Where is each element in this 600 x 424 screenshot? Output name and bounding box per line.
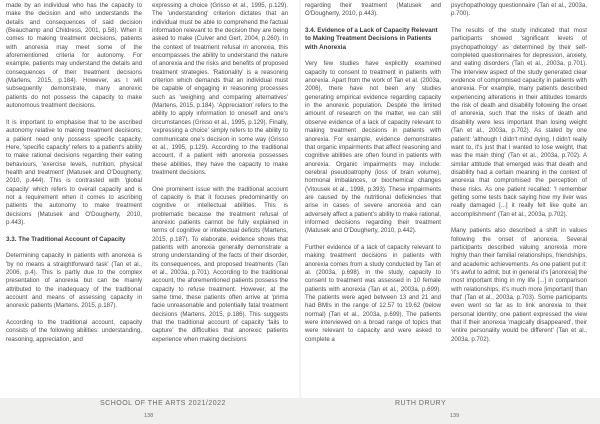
footer-school-title: SCHOOL OF THE ARTS 2021/2022: [100, 400, 226, 407]
paragraph: psychopathology questionnaire (Tan et al., 2003a, p.700).: [451, 2, 587, 18]
section-heading: 3.3. The Traditional Account of Capacity: [6, 235, 126, 243]
paragraph: Further evidence of a lack of capacity relevant to making treatment decisions in patients with anorexia comes from a study conducted by Tan et al. (2003a, p.698). In the study, capacity to consent to treatment was assessed in 10 female patients with anorexia (Tan et al., 2003a, p.699). The patients were aged between 13 and 21 and had BMIs in the range of 12.57 to 19.62 (below normal) (Tan et al., 2003a, p.699). The patients were interviewed on a broad range of topics that were relevant to capacity and were asked to complete a: [305, 243, 441, 343]
paragraph: expressing a choice (Grisso et al., 1995, p.129). The 'understanding' criterion dictates that an individual must be able to comprehend the factual information relevant to the decision they are being asked to make (Culver and Gert, 2004, p.260). In the context of treatment refusal in anorexia, this encompasses the ability to understand the nature of anorexia and the risks and benefits of proposed treatment strategies. 'Rationality' is a reasoning criterion which demands that an individual must be capable of engaging in reasoning processes such as 'weighing and comparing alternatives' (Martens, 2015, p.184). 'Appreciation' refers to the ability to apply information to oneself and one's circumstances (Grisso et al., 1995, p.129). Finally, 'expressing a choice' simply refers to the ability to communicate one's decision in some way (Grisso et al., 1995, p.129). According to the traditional account, if a patient with anorexia possesses these abilities, they have the capacity to make treatment decisions.: [152, 2, 288, 176]
footer-bar: [0, 398, 600, 424]
paragraph: Determining capacity in patients with anorexia is 'by no means a straightforward task' (Tan et al., 2006, p.4). This is partly due to the complex presentation of anorexia but can be mainly attributed to the inadequacy of the traditional account and means of assessing capacity in anorexic patients (Martens, 2015, p.187).: [6, 252, 142, 310]
footer-author-name: RUTH DRURY: [395, 400, 447, 407]
left-page-column-2: [152, 2, 288, 344]
paragraph: It is important to emphasise that to be ascribed autonomy relative to making treatment decisions, a patient need only possess specific capacity. Here, 'specific capacity' refers to a patient's ability to make rational decisions regarding their eating behaviours, 'exercise levels, nutrition, physical health and treatment' (Matusek and O'Dougherty, 2010, p.444). This is contrasted with 'global capacity' which refers to overall capacity and is not a requirement when it comes to ascribing patients the autonomy to make treatment decisions (Matusek and O'Dougherty, 2010, p.443).: [6, 118, 142, 226]
paragraph: One prominent issue with the traditional account of capacity is that it focuses predominantly on cognitive or intellectual abilities. This is problematic because the treatment refusal of anorexic patients cannot be fully explained in terms of cognitive or intellectual deficits (Martens, 2015, p.187). To elaborate, evidence shows that patients with anorexia generally demonstrate a strong understanding of the facts of their disorder, its consequences, and proposed treatments (Tan et al., 2003a, p.701). According to the traditional account, the aforementioned patients possess the capacity to refuse treatment. However, at the same time, these patients often arrive at 'prima facie unreasonable and potentially fatal treatment decisions (Martens, 2015, p.186). This suggests that the traditional account of capacity 'fails to capture' the difficulties that anorexic patients experience when making decisions: [152, 185, 288, 343]
page-number-left: 138: [144, 413, 154, 419]
left-page-column-1: [6, 2, 142, 344]
right-page-column-1: [305, 2, 441, 344]
paragraph: regarding their treatment (Matusek and O'Dougherty, 2010, p.443).: [305, 2, 441, 18]
paragraph: Very few studies have explicitly examined capacity to consent to treatment in patients with anorexia. Apart from the work of Tan et al. (2003a, 2006), there have not been any studies generating empirical evidence regarding capacity in the anorexic population. Despite the limited amount of research on the matter, we can still observe evidence of a lack of capacity relevant to making treatment decisions in patients with anorexia. For example, evidence demonstrates that organic impairments that affect reasoning and cognitive abilities are often found in patients with anorexia. Organic impairments may include: cerebral pseudoatrophy (loss of brain volume), hormonal imbalances, or biochemical changes (Vitousek et al., 1998, p.393). These impairments are caused by the nutritional deficiencies that arise in cases of severe anorexia and can adversely affect a patient's ability to make rational, informed decisions regarding their treatment (Matusek and O'Dougherty, 2010, p.442).: [305, 60, 441, 235]
right-page: [300, 0, 600, 424]
right-page-column-2: [451, 2, 587, 344]
section-heading: 3.4. Evidence of a Lack of Capacity Relevant to Making Treatment Decisions in Patients with Anorexia: [305, 27, 438, 51]
paragraph: The results of the study indicated that most participants showed 'significant levels of psychopathology' as determined by their self-completed questionnaires for depression, anxiety, and eating disorders (Tan et al., 2003a, p.701). The interview aspect of the study generated clear evidence of compromised capacity in patients with anorexia. For example, many patients described experiencing alterations in their attitudes towards the risk of death and disability following the onset of anorexia, such that the risks of death and disability were less important than losing weight (Tan et al., 2003a, p.702). As stated by one patient: 'although I didn't mind dying, I didn't really want to, it's just that I wanted to lose weight, that was the main thing' (Tan et al., 2003a, p.702). A similar attitude that emerged was that death and disability had a certain meaning in the context of anorexia that compromised the perception of these risks. As one patient recalled: 'I remember getting some tests back saying how my liver was really damaged [...] it really felt like quite an accomplishment' (Tan et al., 2003a, p.702).: [451, 27, 587, 218]
paragraph: made by an individual who has the capacity to make the decision and who understands the details and consequences of said decision (Beauchamp and Childress, 2001, p.58). When it comes to making treatment decisions, patients with anorexia may meet some of the aforementioned criteria for autonomy. For example, patients may understand the details and consequences of their treatment decisions (Martens, 2015, p.184). However, as I will subsequently demonstrate, many anorexic patients do not possess the capacity to make autonomous treatment decisions.: [6, 2, 142, 110]
paragraph: According to the traditional account, capacity consists of the following abilities: understanding, reasoning, appreciation, and: [6, 319, 142, 343]
page-number-right: 139: [450, 413, 460, 419]
paragraph: Many patients also described a shift in values following the onset of anorexia. Several participants described valuing anorexia more highly than their familial relationships, friendships, and academic achievements. As one patient put it: 'it's awful to admit, but in general it's [anorexia] the most important thing in my life [...] in comparison with relationships, it's much more [important] than that' (Tan et al., 2003a, p.703). Some participants even went so far as to link anorexia to their personal identity; one patient expressed the view that if their anorexia 'magically disappeared', their 'entire personality would be different' (Tan et al., 2003a, p.702).: [451, 227, 587, 343]
